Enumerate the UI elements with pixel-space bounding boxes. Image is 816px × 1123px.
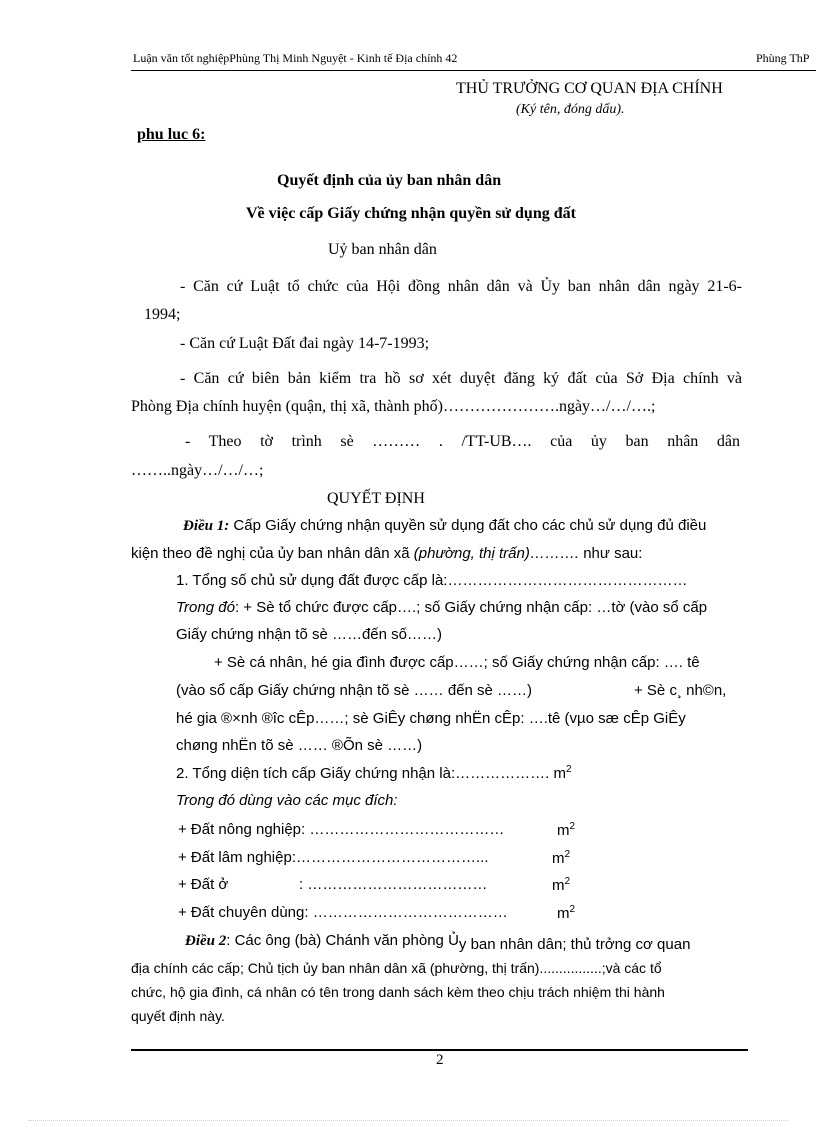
document-subtitle: Về việc cấp Giấy chứng nhận quyền sử dụng đất: [246, 205, 576, 222]
purpose-item: + Đất ở: [178, 876, 229, 893]
article2-line-4: quyết định này.: [131, 1008, 225, 1024]
article1-ind-line-4: chøng nhËn tõ sè …… ®Õn sè ……): [176, 737, 423, 754]
article1-ind-line-3: hé gia ®×nh ®îc cÊp……; sè GiÊy chøng nhËn cÊp: ….tê (vµo sæ cÊp GiÊy: [176, 710, 686, 727]
purpose-item: + Đất chuyên dùng: …………………………………: [178, 904, 508, 921]
article1-line-1: [183, 517, 706, 535]
article1-text-1: Cấp Giấy chứng nhận quyền sử dụng đất cho các chủ sử dụng đủ điều: [229, 517, 707, 534]
article1-text-2b: như sau:: [579, 545, 643, 562]
basis-line-3: - Căn cứ Luật Đất đai ngày 14-7-1993;: [180, 335, 430, 352]
article1-ind-line-1: + Sè cá nhân, hé gia đình được cấp……; số Giấy chứng nhận cấp: …. tê: [214, 654, 700, 671]
article2-text-1b: y ban nhân dân; thủ trởng cơ quan: [458, 936, 691, 953]
running-header-left: Luận văn tốt nghiệpPhùng Thị Minh Nguyệt - Kinh tế Địa chính 42: [133, 51, 458, 65]
article2-text-1a: : Các ông (bà) Chánh văn phòng Ủ: [226, 932, 459, 949]
article1-label: Điều 1:: [183, 518, 230, 534]
article1-text-2-italic: (phường, thị trấn)……….: [413, 545, 580, 562]
purpose-item: + Đất lâm nghiệp:………………………………...: [178, 849, 489, 866]
item2-text: 2. Tổng diện tích cấp Giấy chứng nhận là:……………….: [176, 765, 550, 782]
basis-line-5: Phòng Địa chính huyện (quận, thị xã, thành phố)………………….ngày…/…/….;: [131, 398, 656, 415]
issuer: Uỷ ban nhân dân: [328, 241, 437, 258]
footer-divider: [131, 1049, 748, 1051]
page-number: 2: [436, 1052, 444, 1068]
purpose-heading: Trong đó dùng vào các mục đích:: [176, 792, 398, 809]
org-text-1: : + Sè tổ chức được cấp….; số Giấy chứng nhận cấp: …tờ (vào sổ cấp: [234, 599, 708, 616]
signature-subtitle: (Ký tên, đóng dấu).: [516, 102, 625, 117]
purpose-item: + Đất nông nghiệp: …………………………………: [178, 821, 505, 838]
article2-line-3: chức, hộ gia đình, cá nhân có tên trong danh sách kèm theo chịu trách nhiệm thi hành: [131, 984, 665, 1000]
header-divider: [131, 70, 816, 71]
document-title: Quyết định của ủy ban nhân dân: [277, 172, 502, 189]
article1-org-line-2: Giấy chứng nhận tõ sè ……đến số……): [176, 626, 443, 643]
purpose-unit: $m^2$: [552, 876, 571, 894]
decision-heading: QUYẾT ĐỊNH: [327, 490, 425, 507]
basis-line-7: ……..ngày…/…/…;: [131, 462, 264, 479]
purpose-unit: $m^2$: [557, 821, 576, 839]
basis-line-2: 1994;: [144, 306, 181, 323]
signature-title: THỦ TRƯỞNG CƠ QUAN ĐỊA CHÍNH: [456, 80, 723, 97]
article1-item-1: 1. Tổng số chủ sử dụng đất được cấp là:…………………………………………: [176, 572, 688, 589]
article2-line-2: địa chính các cấp; Chủ tịch ủy ban nhân dân xã (phường, thị trấn)................;và các tổ: [131, 960, 662, 976]
purpose-unit: $m^2$: [557, 904, 576, 922]
purpose-dots: : ………………………………: [299, 876, 488, 893]
page-edge-dotted-line: [28, 1120, 788, 1121]
appendix-label: phu luc 6:: [137, 126, 206, 143]
basis-line-4: - Căn cứ biên bản kiểm tra hồ sơ xét duyệt đăng ký đất của Sở Địa chính và: [180, 370, 742, 387]
article1-ind-line-2b: + Sè c¸ nh©n,: [634, 682, 727, 699]
basis-line-6: - Theo tờ trình sè ……… . /TT-UB…. của ủy ban nhân dân: [185, 433, 740, 450]
running-header-right: Phùng ThP: [756, 51, 810, 65]
article2-line-1: [185, 932, 691, 953]
in-which-label: Trong đó: [176, 599, 235, 616]
basis-line-1: - Căn cứ Luật tổ chức của Hội đồng nhân dân và Ủy ban nhân dân ngày 21-6-: [180, 278, 742, 295]
purpose-unit: $m^2$: [552, 849, 571, 867]
article2-label: Điều 2: [185, 933, 227, 949]
article1-text-2a: kiện theo đề nghị của ủy ban nhân dân xã: [131, 545, 414, 562]
article1-line-2: [131, 545, 642, 562]
article1-org-line-1: [176, 599, 707, 616]
area-unit: $m^2$: [553, 764, 572, 782]
article1-item-2: [176, 764, 572, 782]
article1-ind-line-2a: (vào sổ cấp Giấy chứng nhận tõ sè …… đến sè ……): [176, 682, 533, 699]
